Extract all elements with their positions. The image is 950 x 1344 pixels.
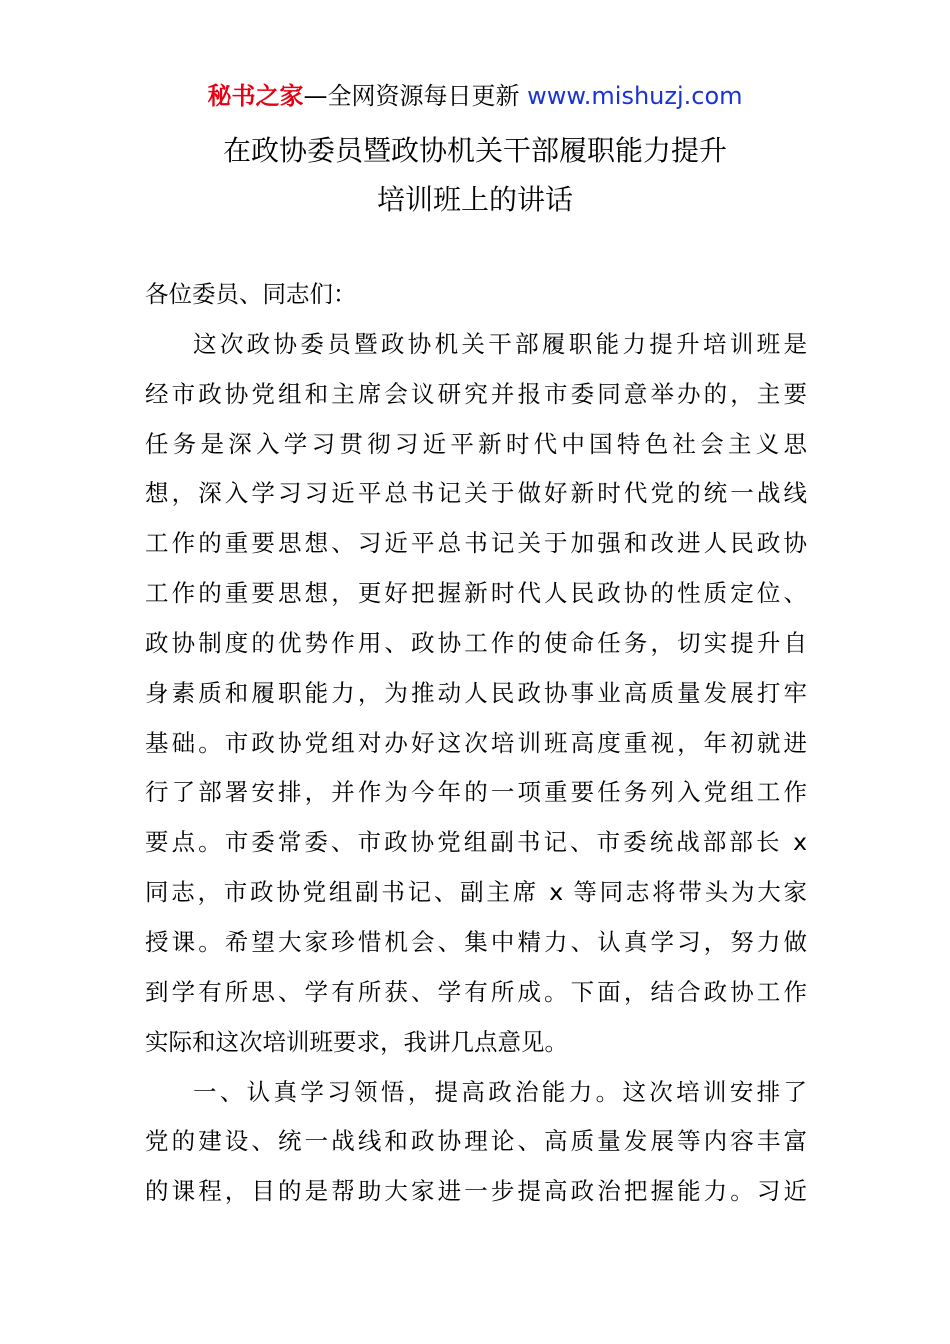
- paragraph-line: 行了部署安排，并作为今年的一项重要任务列入党组工作: [145, 778, 807, 807]
- paragraph-line: 要点。市委常委、市政协党组副书记、市委统战部部长 x: [145, 828, 807, 857]
- paragraph-line: 党的建设、统一战线和政协理论、高质量发展等内容丰富: [145, 1127, 807, 1156]
- paragraph-line: 一、认真学习领悟，提高政治能力。这次培训安排了: [193, 1077, 807, 1106]
- paragraph-line: 授课。希望大家珍惜机会、集中精力、认真学习，努力做: [145, 927, 807, 956]
- site-header: [0, 80, 950, 112]
- paragraph-line: 工作的重要思想，更好把握新时代人民政协的性质定位、: [145, 579, 807, 608]
- paragraph-line: 这次政协委员暨政协机关干部履职能力提升培训班是: [193, 329, 807, 358]
- paragraph-1: [145, 320, 807, 1068]
- paragraph-line: 基础。市政协党组对办好这次培训班高度重视，年初就进: [145, 728, 807, 757]
- paragraph-line: 任务是深入学习贯彻习近平新时代中国特色社会主义思: [145, 429, 807, 458]
- paragraph-line: 同志，市政协党组副书记、副主席 x 等同志将带头为大家: [145, 878, 807, 907]
- paragraph-line: 经市政协党组和主席会议研究并报市委同意举办的，主要: [145, 379, 807, 408]
- title-line-1: 在政协委员暨政协机关干部履职能力提升: [222, 134, 727, 167]
- document-body: [145, 270, 807, 1217]
- paragraph-line: 工作的重要思想、习近平总书记关于加强和改进人民政协: [145, 529, 807, 558]
- document-title: [0, 126, 950, 224]
- paragraph-2: [145, 1068, 807, 1218]
- paragraph-line: 实际和这次培训班要求，我讲几点意见。: [145, 1027, 568, 1056]
- salutation: 各位委员、同志们：: [145, 280, 357, 308]
- paragraph-line: 想，深入学习习近平总书记关于做好新时代党的统一战线: [145, 479, 807, 508]
- site-brand: 秘书之家: [207, 82, 304, 110]
- paragraph-line: 的课程，目的是帮助大家进一步提高政治把握能力。习近: [145, 1177, 807, 1206]
- site-slogan: —全网资源每日更新: [303, 82, 520, 110]
- paragraph-line: 到学有所思、学有所获、学有所成。下面，结合政协工作: [145, 977, 807, 1006]
- paragraph-line: 政协制度的优势作用、政协工作的使命任务，切实提升自: [145, 628, 807, 657]
- title-line-2: 培训班上的讲话: [376, 183, 573, 216]
- paragraph-line: 身素质和履职能力，为推动人民政协事业高质量发展打牢: [145, 678, 807, 707]
- site-url-link[interactable]: www.mishuzj.com: [519, 82, 743, 110]
